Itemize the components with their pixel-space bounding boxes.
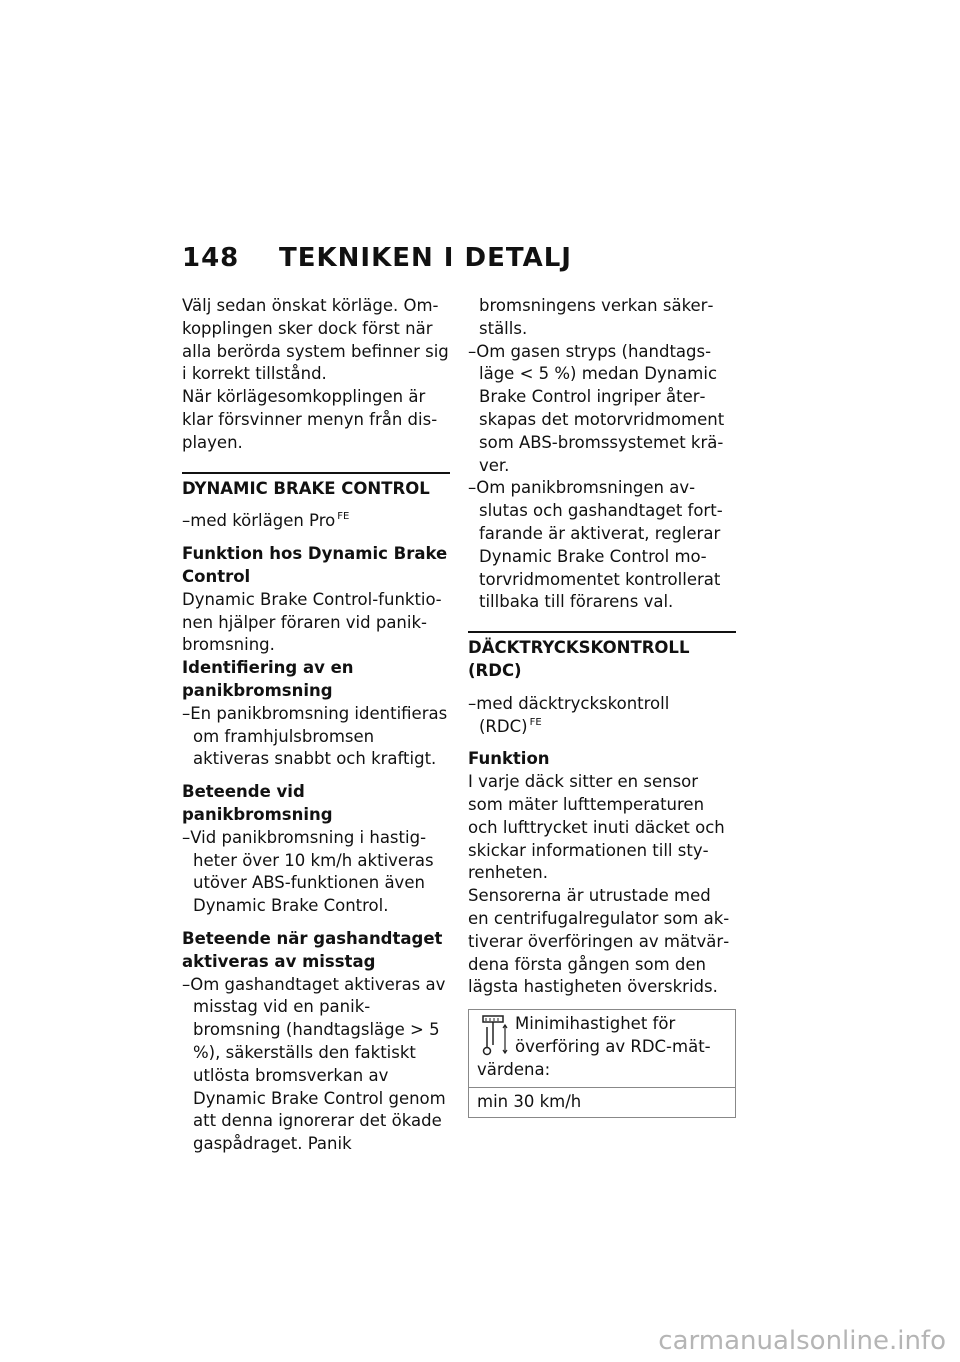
- identification-item: –En panikbromsning identifieras om framhjulsbromsen aktiveras snabbt och kraftigt.: [182, 703, 448, 769]
- intro-paragraph-2: När körlägesomkopplingen är klar försvinner menyn från displayen.: [182, 387, 438, 452]
- spec-value: min 30 km/h: [477, 1091, 582, 1111]
- rdc-function-paragraph-1: I varje däck sitter en sensor som mäter lufttemperaturen och lufttrycket inuti däcket och skickar informationen till styrenheten.: [468, 772, 725, 883]
- rdc-function-heading: Funktion: [468, 749, 550, 769]
- item-brake-released: –Om panikbromsningen avslutas och gashandtaget fortfarande är aktiverat, reglerar Dynamic Brake Control motorvridmomentet kontrollerat tillbaka till förarens val.: [468, 478, 723, 612]
- watermark: carmanualsonline.info: [658, 1326, 946, 1356]
- tire-pressure-gauge-icon: [477, 1013, 509, 1057]
- page-header: [182, 243, 572, 273]
- dbc-option-text: –med körlägen Pro: [182, 511, 336, 531]
- left-column: [182, 295, 450, 1156]
- throttle-item: –Om gashandtaget aktiveras av misstag vid en panikbromsning (handtagsläge > 5 %), säkerställs den faktiskt utlösta bromsverkan av Dynamic Brake Control genom att denna ignorerar det ökade gaspådraget. Panik: [182, 974, 446, 1154]
- spec-title-row: [469, 1010, 735, 1087]
- spec-label: Minimihastighet för överföring av RDC-mätvärdena:: [477, 1014, 711, 1079]
- page-number: 148: [182, 243, 240, 273]
- right-column: [468, 295, 736, 1118]
- behaviour-heading: Beteende vid panikbromsning: [182, 782, 333, 824]
- throttle-heading: Beteende när gashandtaget aktiveras av misstag: [182, 928, 443, 971]
- identification-heading: Identifiering av en panikbromsning: [182, 658, 354, 700]
- section-heading-dbc: DYNAMIC BRAKE CONTROL: [182, 472, 450, 501]
- rdc-option: [468, 693, 736, 739]
- rdc-option-sup: FE: [529, 716, 542, 728]
- chapter-title: TEKNIKEN I DETALJ: [279, 243, 572, 273]
- section-heading-rdc: DÄCKTRYCKSKONTROLL (RDC): [468, 631, 736, 683]
- spec-box: [468, 1009, 736, 1118]
- intro-paragraph-1: Välj sedan önskat körläge. Omkopplingen sker dock först när alla berörda system befinner sig i korrekt tillstånd.: [182, 296, 449, 384]
- dbc-option-sup: FE: [337, 511, 350, 523]
- dbc-option: [182, 510, 450, 533]
- function-heading: Funktion hos Dynamic Brake Control: [182, 544, 448, 586]
- item-gas-reduced: –Om gasen stryps (handtagsläge < 5 %) medan Dynamic Brake Control ingriper återskapas det motorvridmoment som ABS-bromssystemet kräver.: [468, 341, 725, 475]
- continued-text: bromsningens verkan säkerställs.: [479, 296, 714, 338]
- function-text: Dynamic Brake Control-funktionen hjälper föraren vid panikbromsning.: [182, 589, 442, 655]
- rdc-option-text: –med däcktryckskontroll (RDC): [468, 693, 670, 736]
- rdc-function-paragraph-2: Sensorerna är utrustade med en centrifugalregulator som aktiverar överföringen av mätvärdena första gången som den lägsta hastigheten överskrids.: [468, 886, 730, 997]
- behaviour-item: –Vid panikbromsning i hastigheter över 10 km/h aktiveras utöver ABS-funktionen även Dynamic Brake Control.: [182, 827, 434, 916]
